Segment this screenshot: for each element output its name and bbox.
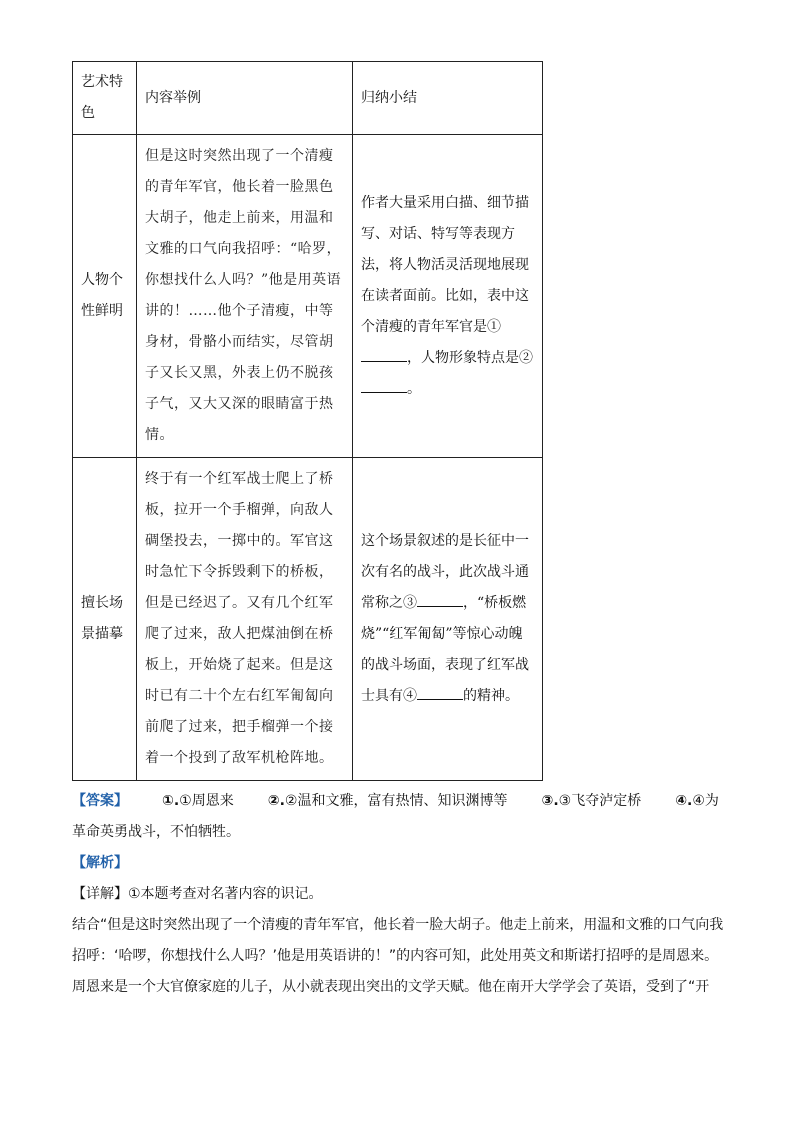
header-cell-example: 内容举例 <box>137 62 353 135</box>
table-row <box>73 135 543 458</box>
feature-cell: 擅长场景描摹 <box>73 458 137 781</box>
detail-tag: 【详解】 <box>72 886 128 902</box>
summary-text: 的精神。 <box>463 688 519 704</box>
table-header-row <box>73 62 543 135</box>
blank-3 <box>417 592 463 607</box>
answer-continuation: 革命英勇战斗，不怕牺牲。 <box>72 824 240 840</box>
answer-section <box>72 786 732 1003</box>
answer-number: ③. <box>541 793 559 809</box>
answer-number: ①. <box>162 793 180 809</box>
answer-line <box>72 786 732 817</box>
detail-line <box>72 879 732 910</box>
summary-cell <box>353 458 543 781</box>
question-table <box>72 61 543 781</box>
summary-text: 这个场景叙述的是长征中一次有名的战斗，此次战斗通常称之③ <box>361 533 529 611</box>
answer-number: ②. <box>267 793 285 809</box>
blank-1 <box>361 347 407 362</box>
answer-text: ①周恩来 <box>179 793 234 809</box>
analysis-paragraph-1: 结合“但是这时突然出现了一个清瘦的青年军官，他长着一脸大胡子。他走上前来，用温和文雅的口气向我招呼：‘哈啰，你想找什么人吗？’他是用英语讲的！”的内容可知，此处用英文和斯诺打招呼的是周恩来。 <box>72 917 724 964</box>
answer-item <box>541 786 641 817</box>
answer-text: ④为 <box>692 793 719 809</box>
example-cell: 但是这时突然出现了一个清瘦的青年军官，他长着一脸黑色大胡子，他走上前来，用温和文雅的口气向我招呼：“哈罗，你想找什么人吗？”他是用英语讲的！……他个子清瘦，中等身材，骨骼小而结实，尽管胡子又长又黑，外表上仍不脱孩子气，又大又深的眼睛富于热情。 <box>137 135 353 458</box>
feature-cell: 人物个性鲜明 <box>73 135 137 458</box>
answer-text: ②温和文雅，富有热情、知识渊博等 <box>284 793 508 809</box>
detail-text: ①本题考查对名著内容的识记。 <box>128 886 323 902</box>
summary-text: ，人物形象特点是② <box>407 349 533 366</box>
summary-text: 。 <box>407 380 421 397</box>
summary-text: ，“桥板燃烧”“红军匍匐”等惊心动魄的战斗场面，表现了红军战士具有④ <box>361 595 529 704</box>
analysis-tag: 【解析】 <box>72 855 128 871</box>
answer-item <box>268 786 508 817</box>
answer-text: ③飞夺泸定桥 <box>558 793 642 809</box>
example-cell: 终于有一个红军战士爬上了桥板，拉开一个手榴弹，向敌人碉堡投去，一掷中的。军官这时急忙下令拆毁剩下的桥板，但是已经迟了。又有几个红军爬了过来，敌人把煤油倒在桥板上，开始烧了起来。但是这时已有二十个左右红军匍匐向前爬了过来，把手榴弹一个接着一个投到了敌军机枪阵地。 <box>137 458 353 781</box>
blank-2 <box>361 378 407 393</box>
answer-tag: 【答案】 <box>72 793 128 809</box>
answer-number: ④. <box>675 793 693 809</box>
answer-item <box>162 786 234 817</box>
table-row <box>73 458 543 781</box>
blank-4 <box>417 685 463 700</box>
summary-text: 作者大量采用白描、细节描写、对话、特写等表现方法，将人物活灵活现地展现在读者面前。比如，表中这个清瘦的青年军官是① <box>361 194 529 335</box>
header-cell-summary: 归纳小结 <box>353 62 543 135</box>
summary-cell <box>353 135 543 458</box>
analysis-paragraph-2: 周恩来是一个大官僚家庭的儿子，从小就表现出突出的文学天赋。他在南开大学学会了英语，受到了“开 <box>72 979 710 995</box>
header-cell-feature: 艺术特色 <box>73 62 137 135</box>
analysis-line <box>72 848 732 879</box>
answer-item <box>675 786 719 817</box>
